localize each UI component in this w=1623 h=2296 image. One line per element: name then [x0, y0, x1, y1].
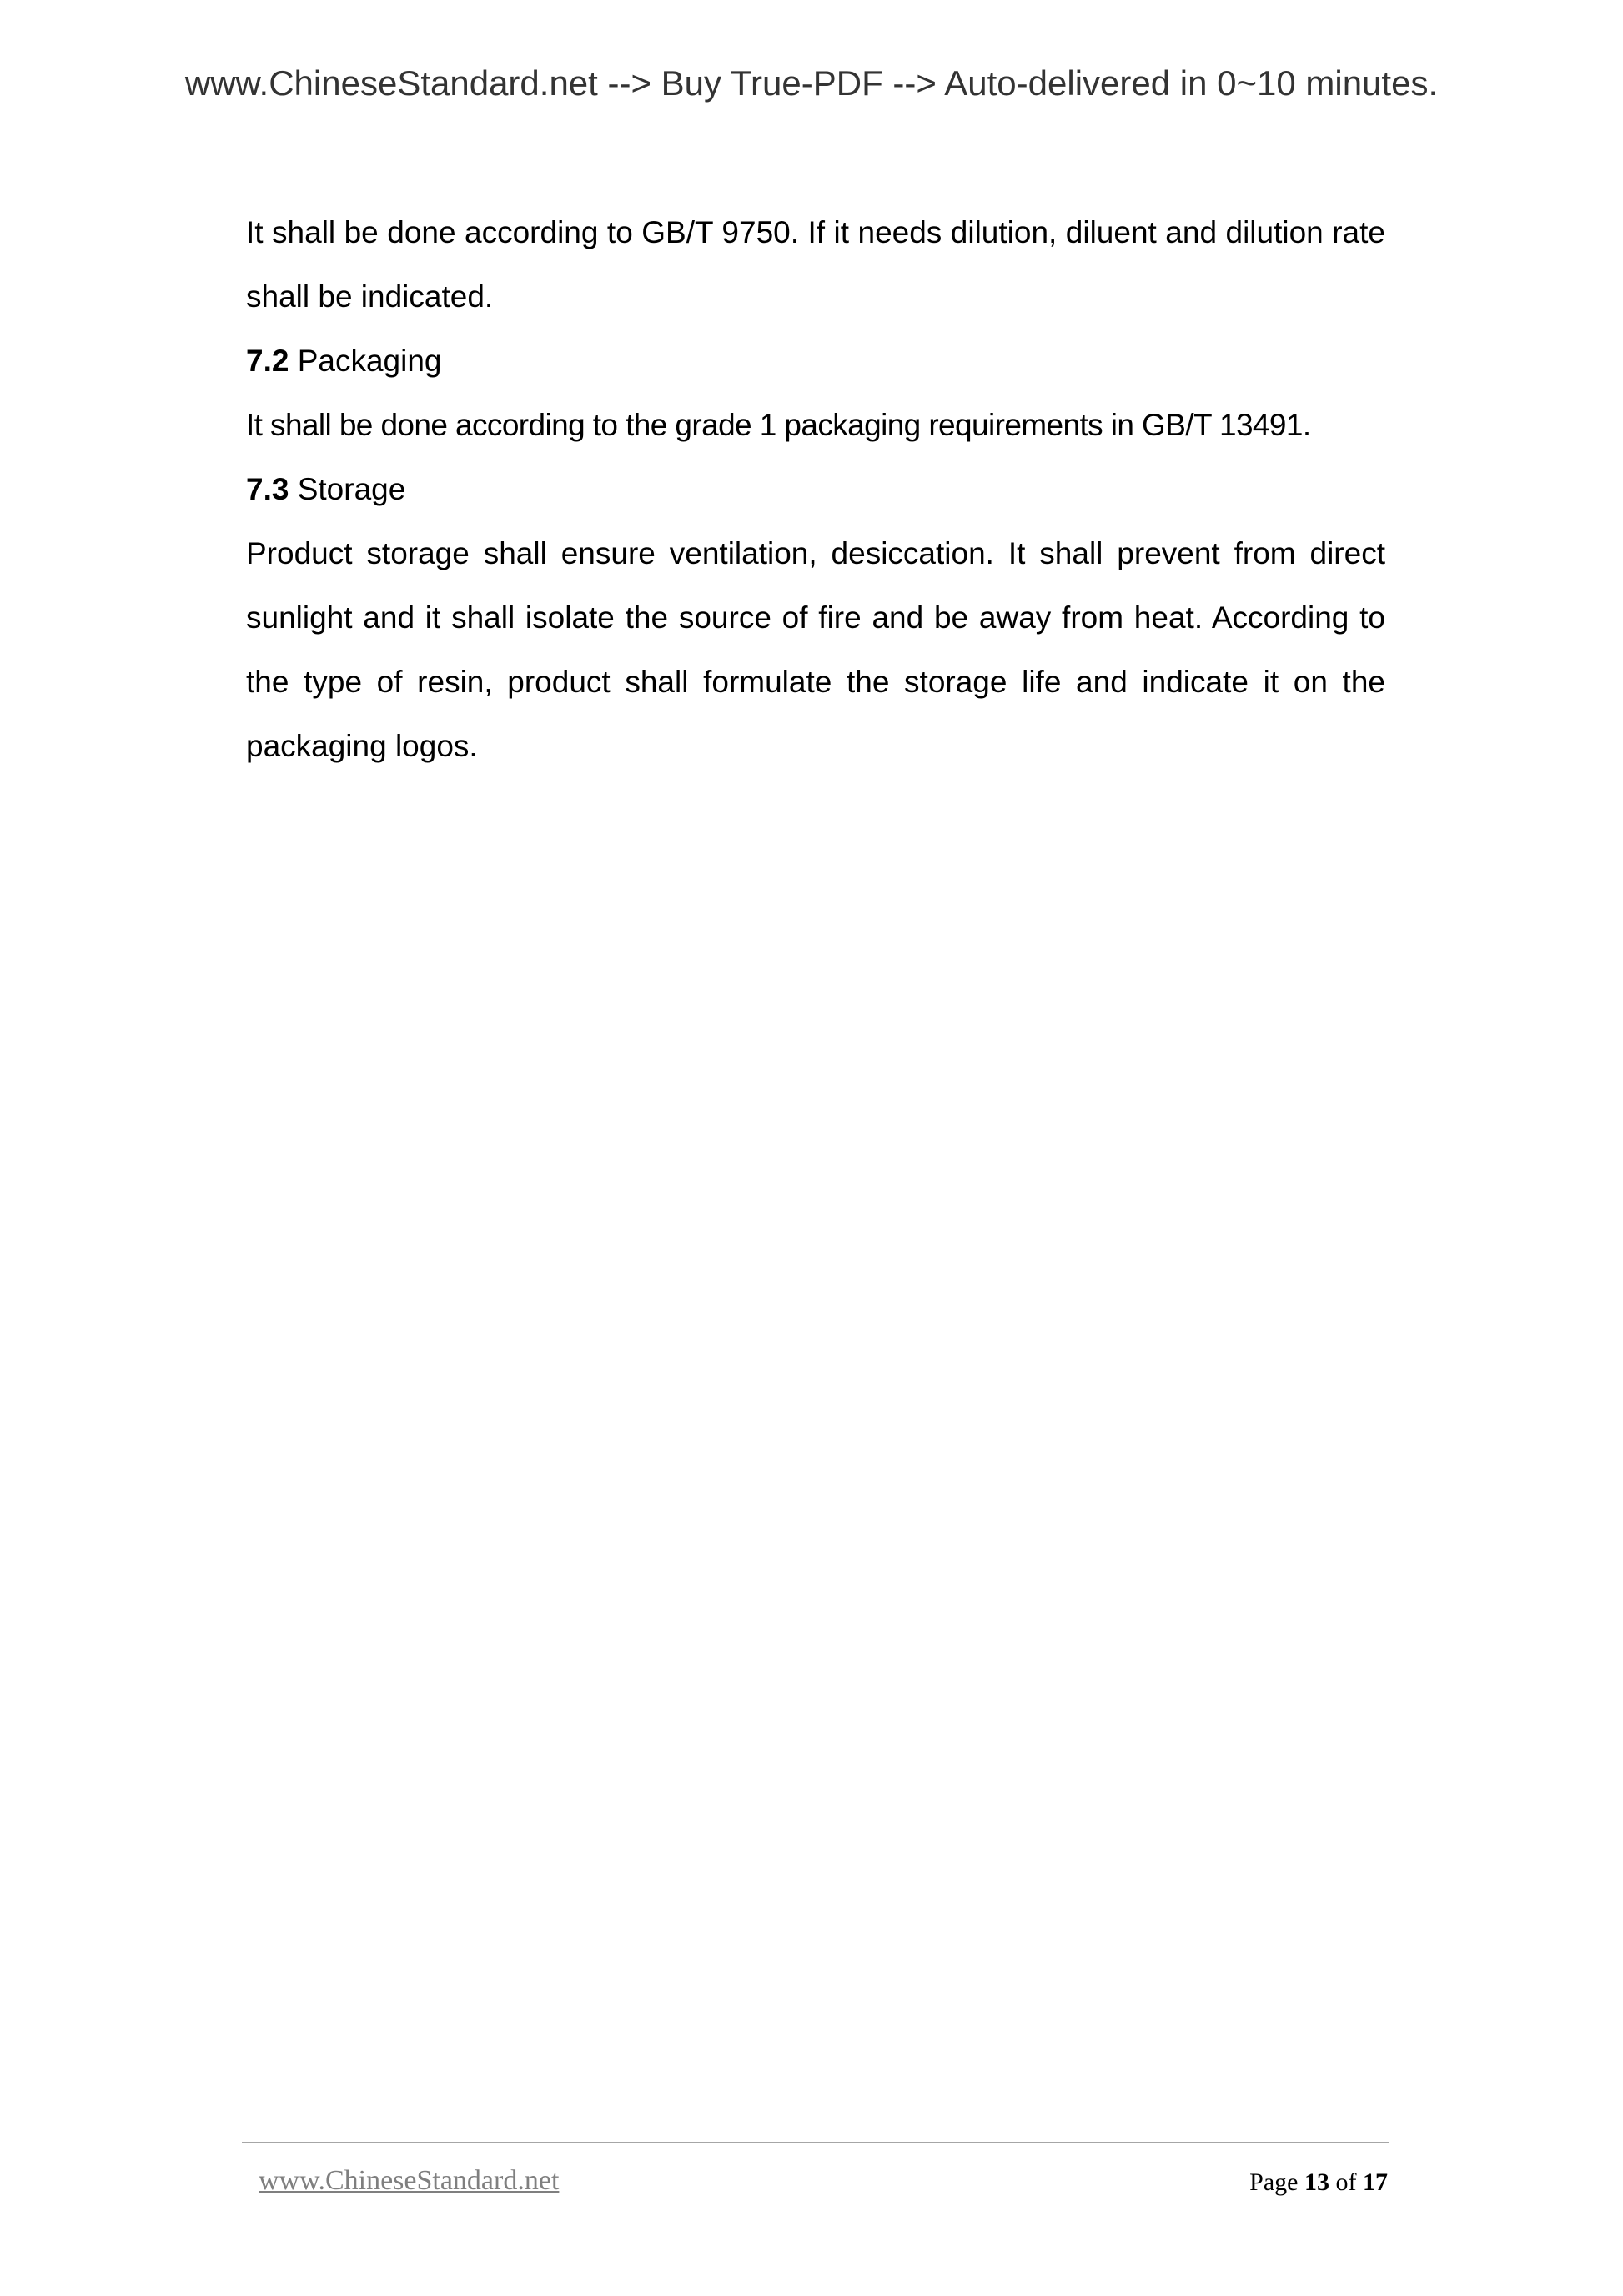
- page-word: Page: [1249, 2168, 1299, 2196]
- dilution-paragraph: It shall be done according to GB/T 9750. If it needs dilution, diluent and dilution rate shall be indicated.: [246, 215, 1385, 314]
- page-of-word: of: [1335, 2168, 1357, 2196]
- storage-paragraph: Product storage shall ensure ventilation, desiccation. It shall prevent from direct sunlight and it shall isolate the source of fire and be away from heat. According to the type of resin, product shall formulate the storage life and indicate it on the packaging logos.: [246, 536, 1385, 763]
- page-current: 13: [1304, 2168, 1329, 2196]
- page-total: 17: [1363, 2168, 1388, 2196]
- section-title: Storage: [297, 472, 406, 506]
- document-body: [246, 200, 1385, 778]
- packaging-paragraph: It shall be done according to the grade 1 packaging requirements in GB/T 13491.: [246, 408, 1311, 442]
- page-number: [1249, 2168, 1388, 2197]
- top-banner[interactable]: www.ChineseStandard.net --> Buy True-PDF --> Auto-delivered in 0~10 minutes.: [184, 63, 1439, 103]
- footer-divider: [242, 2142, 1389, 2143]
- section-heading-storage: [246, 457, 1385, 521]
- footer-site-link[interactable]: www.ChineseStandard.net: [259, 2165, 560, 2196]
- section-number: 7.3: [246, 472, 289, 506]
- section-number: 7.2: [246, 344, 289, 378]
- section-title: Packaging: [297, 344, 442, 378]
- section-heading-packaging: [246, 329, 1385, 393]
